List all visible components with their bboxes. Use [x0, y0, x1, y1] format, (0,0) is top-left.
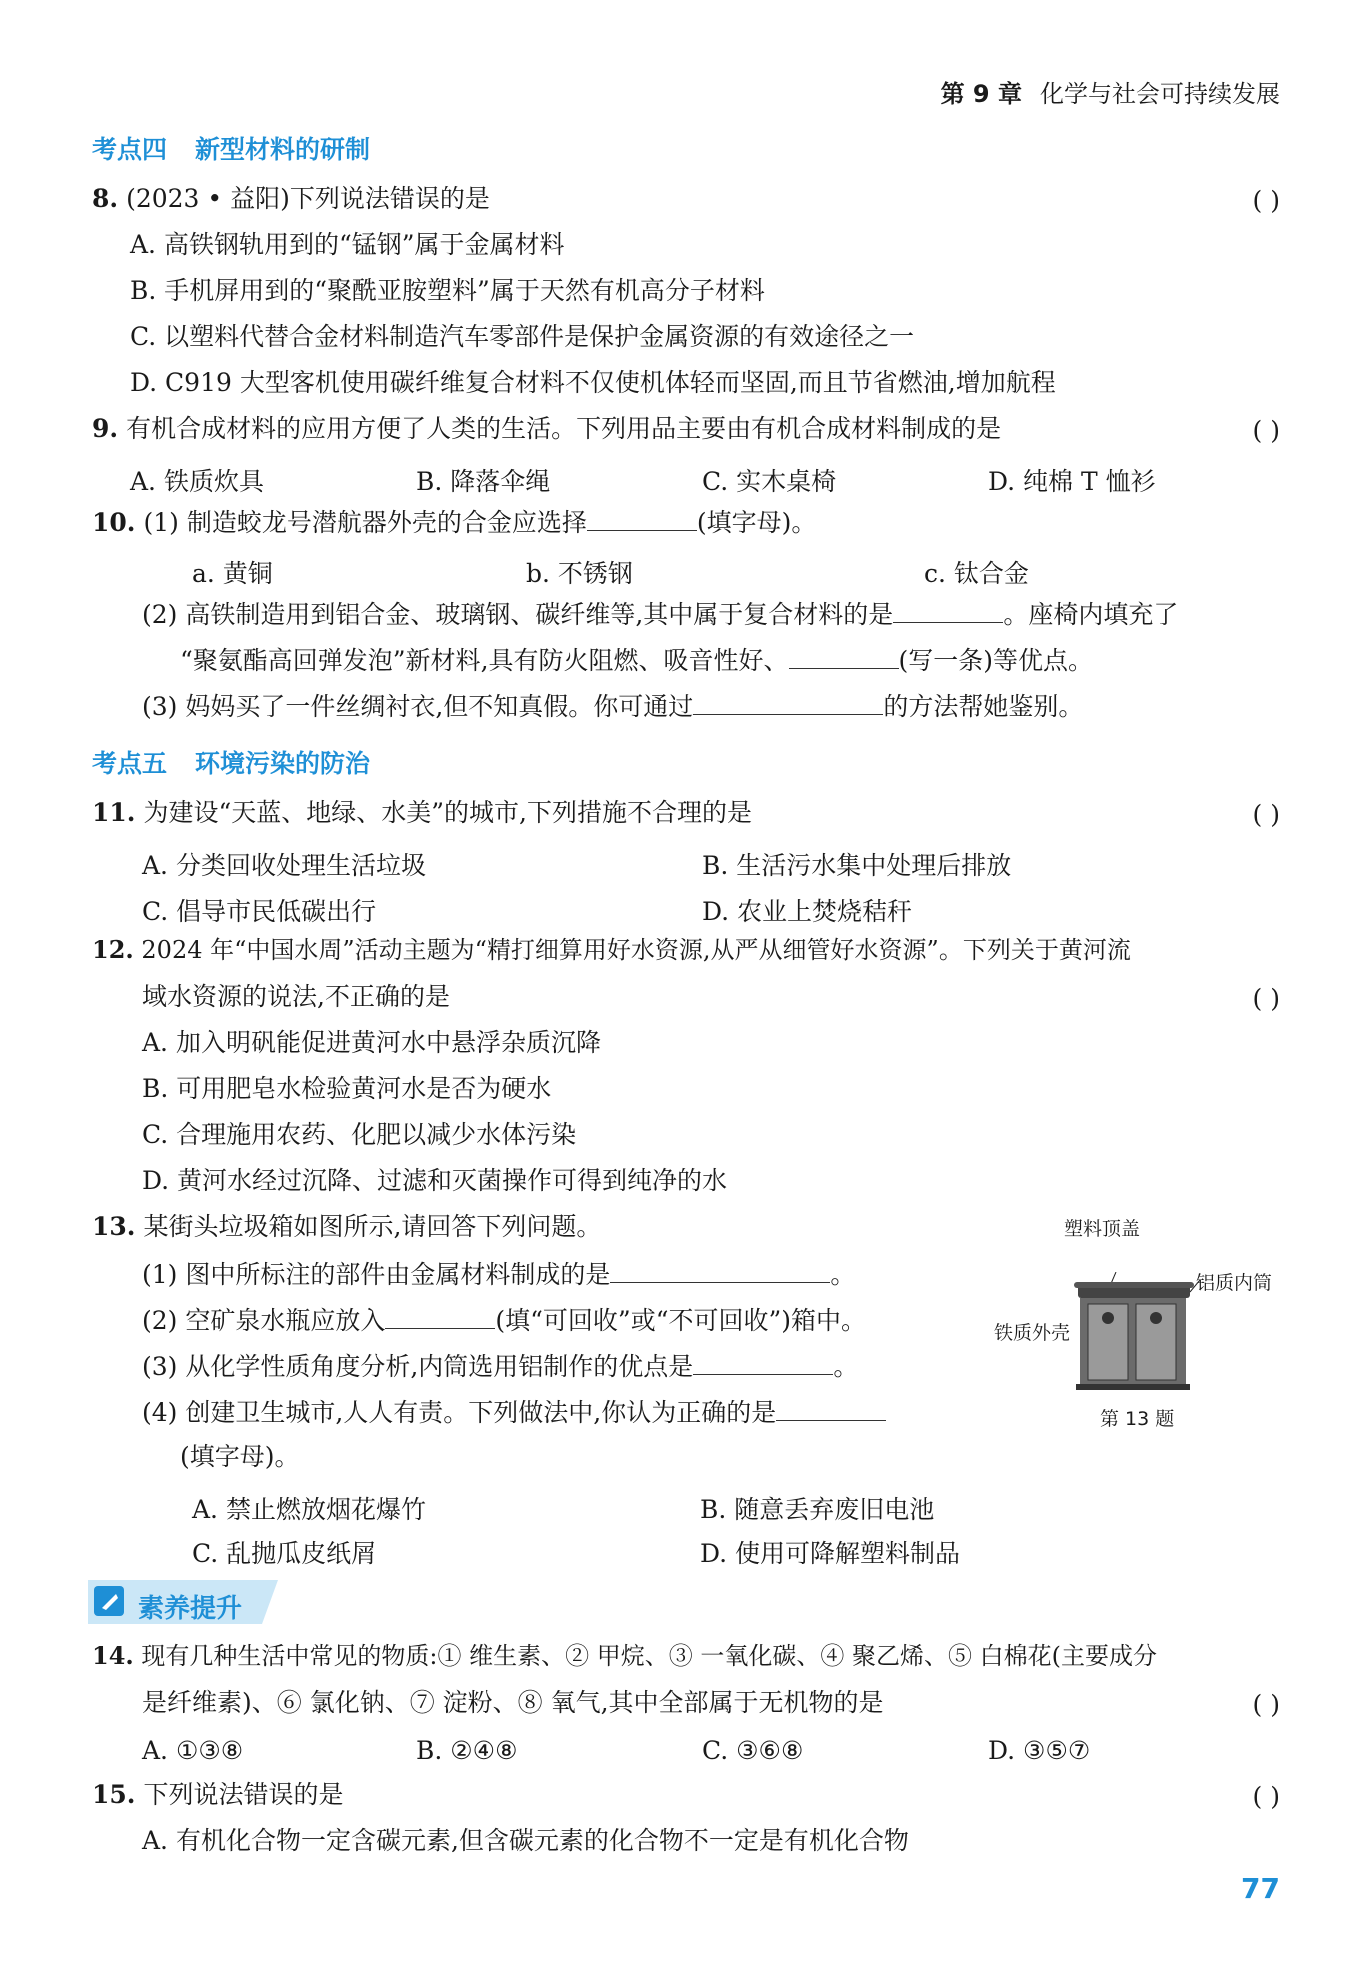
chapter-title: 化学与社会可持续发展	[1040, 80, 1280, 108]
option-b: B. 生活污水集中处理后排放	[702, 851, 1012, 880]
section-label: 考点四	[92, 135, 168, 164]
option-c: C. 以塑料代替合金材料制造汽车零部件是保护金属资源的有效途径之一	[130, 322, 915, 351]
answer-blank[interactable]	[385, 1306, 495, 1329]
option-c: C. 乱抛瓜皮纸屑	[192, 1539, 377, 1568]
question-13-part-4-cont: (填字母)。	[180, 1442, 300, 1471]
option-c: C. 倡导市民低碳出行	[142, 897, 377, 926]
option-d: D. 纯棉 T 恤衫	[988, 467, 1156, 496]
answer-blank[interactable]	[693, 692, 883, 715]
question-number: 8.	[92, 184, 119, 213]
question-number: 11.	[92, 798, 136, 827]
question-11-stem	[92, 800, 752, 825]
section-heading-5	[92, 744, 370, 780]
figure-label-left: 铁质外壳	[994, 1322, 1071, 1344]
question-13-part-3	[142, 1352, 858, 1379]
option-a: A. 铁质炊具	[130, 467, 264, 496]
question-13-part-4	[142, 1398, 886, 1425]
badge-label: 素养提升	[138, 1594, 243, 1624]
question-10-part-2-cont	[180, 646, 1093, 673]
question-text: (填“可回收”或“不可回收”)箱中。	[495, 1306, 867, 1335]
answer-bracket[interactable]: ( )	[1252, 1782, 1280, 1811]
question-text: 现有几种生活中常见的物质:① 维生素、② 甲烷、③ 一氧化碳、④ 聚乙烯、⑤ 白棉花(主要成分	[141, 1642, 1157, 1670]
trash-bin-figure	[1070, 1272, 1200, 1392]
option-d: D. 使用可降解塑料制品	[700, 1539, 961, 1568]
chapter-number: 第 9 章	[940, 80, 1022, 108]
question-text: (填字母)。	[696, 508, 817, 537]
answer-bracket[interactable]: ( )	[1252, 1690, 1280, 1719]
option-a: A. ①③⑧	[142, 1736, 244, 1765]
answer-blank[interactable]	[893, 600, 1003, 623]
question-8-stem	[92, 186, 490, 211]
question-number: 13.	[92, 1212, 136, 1241]
section-title: 新型材料的研制	[195, 135, 371, 164]
section-heading-4	[92, 130, 370, 166]
question-text: 某街头垃圾箱如图所示,请回答下列问题。	[143, 1212, 602, 1241]
question-10-part-1	[92, 508, 816, 535]
question-10-part-3	[142, 692, 1083, 719]
question-text: 2024 年“中国水周”活动主题为“精打细算用好水资源,从严从细管好水资源”。下列关于黄河流	[141, 936, 1131, 964]
option-b: B. ②④⑧	[416, 1736, 518, 1765]
option-a: A. 分类回收处理生活垃圾	[142, 851, 426, 880]
option-a: A. 高铁钢轨用到的“锰钢”属于金属材料	[130, 230, 565, 259]
option-b: B. 手机屏用到的“聚酰亚胺塑料”属于天然有机高分子材料	[130, 276, 765, 305]
question-12-stem-cont: 域水资源的说法,不正确的是	[142, 982, 450, 1011]
question-number: 15.	[92, 1780, 136, 1809]
running-header	[941, 74, 1280, 109]
option-a: A. 禁止燃放烟花爆竹	[192, 1495, 426, 1524]
question-9-stem	[92, 416, 1001, 441]
option-c: C. 实木桌椅	[702, 467, 837, 496]
question-13-part-1	[142, 1260, 855, 1287]
page-number: 77	[1241, 1872, 1280, 1905]
option-d: D. 黄河水经过沉降、过滤和灭菌操作可得到纯净的水	[142, 1166, 728, 1195]
option-a: A. 有机化合物一定含碳元素,但含碳元素的化合物不一定是有机化合物	[142, 1826, 909, 1855]
question-text: (4) 创建卫生城市,人人有责。下列做法中,你认为正确的是	[142, 1398, 777, 1427]
question-text: (3) 妈妈买了一件丝绸衬衣,但不知真假。你可通过	[142, 692, 694, 721]
figure-label-right: 铝质内筒	[1196, 1272, 1273, 1294]
question-text: “聚氨酯高回弹发泡”新材料,具有防火阻燃、吸音性好、	[180, 646, 789, 675]
answer-bracket[interactable]: ( )	[1252, 800, 1280, 829]
option-d: D. 农业上焚烧秸秆	[702, 897, 913, 926]
question-number: 14.	[92, 1641, 134, 1670]
option-c: C. ③⑥⑧	[702, 1736, 804, 1765]
question-text: (1) 制造蛟龙号潜航器外壳的合金应选择	[143, 508, 587, 537]
answer-blank[interactable]	[610, 1260, 830, 1283]
option-a: a. 黄铜	[192, 559, 273, 588]
question-text: 为建设“天蓝、地绿、水美”的城市,下列措施不合理的是	[143, 798, 752, 827]
option-c: C. 合理施用农药、化肥以减少水体污染	[142, 1120, 577, 1149]
question-text: (2) 空矿泉水瓶应放入	[142, 1306, 386, 1335]
option-d: D. C919 大型客机使用碳纤维复合材料不仅使机体轻而坚固,而且节省燃油,增加航程	[130, 368, 1056, 397]
option-b: B. 随意丢弃废旧电池	[700, 1495, 935, 1524]
question-15-stem	[92, 1782, 343, 1807]
question-10-part-2	[142, 600, 1178, 627]
question-13-stem	[92, 1214, 601, 1239]
question-14-stem-cont: 是纤维素)、⑥ 氯化钠、⑦ 淀粉、⑧ 氧气,其中全部属于无机物的是	[142, 1688, 884, 1717]
section-title: 环境污染的防治	[195, 749, 371, 778]
question-14-stem	[92, 1641, 1157, 1670]
answer-blank[interactable]	[693, 1352, 833, 1375]
option-c: c. 钛合金	[924, 559, 1029, 588]
option-b: b. 不锈钢	[526, 559, 633, 588]
question-text: 的方法帮她鉴别。	[883, 692, 1084, 721]
answer-bracket[interactable]: ( )	[1252, 416, 1280, 445]
question-number: 12.	[92, 935, 134, 964]
question-text: 下列说法错误的是	[143, 1780, 344, 1809]
answer-blank[interactable]	[776, 1398, 886, 1421]
question-text: (写一条)等优点。	[898, 646, 1094, 675]
question-text: 有机合成材料的应用方便了人类的生活。下列用品主要由有机合成材料制成的是	[126, 414, 1002, 443]
option-b: B. 可用肥皂水检验黄河水是否为硬水	[142, 1074, 552, 1103]
section-label: 考点五	[92, 749, 168, 778]
question-text: (1) 图中所标注的部件由金属材料制成的是	[142, 1260, 611, 1289]
option-a: A. 加入明矾能促进黄河水中悬浮杂质沉降	[142, 1028, 601, 1057]
answer-bracket[interactable]: ( )	[1252, 186, 1280, 215]
question-text: (2023 • 益阳)下列说法错误的是	[126, 184, 490, 213]
question-text: 。	[830, 1260, 856, 1289]
question-number: 10.	[92, 508, 136, 537]
answer-bracket[interactable]: ( )	[1252, 984, 1280, 1013]
option-b: B. 降落伞绳	[416, 467, 551, 496]
question-text: (3) 从化学性质角度分析,内筒选用铝制作的优点是	[142, 1352, 694, 1381]
question-12-stem	[92, 935, 1131, 964]
figure-label-top: 塑料顶盖	[1064, 1218, 1141, 1240]
question-text: 。座椅内填充了	[1003, 600, 1179, 629]
question-text: (2) 高铁制造用到铝合金、玻璃钢、碳纤维等,其中属于复合材料的是	[142, 600, 894, 629]
question-text: 。	[833, 1352, 859, 1381]
option-d: D. ③⑤⑦	[988, 1736, 1091, 1765]
question-13-part-2	[142, 1306, 866, 1333]
answer-blank[interactable]	[789, 646, 899, 669]
answer-blank[interactable]	[587, 508, 697, 531]
figure-caption: 第 13 题	[1100, 1408, 1175, 1430]
question-number: 9.	[92, 414, 119, 443]
